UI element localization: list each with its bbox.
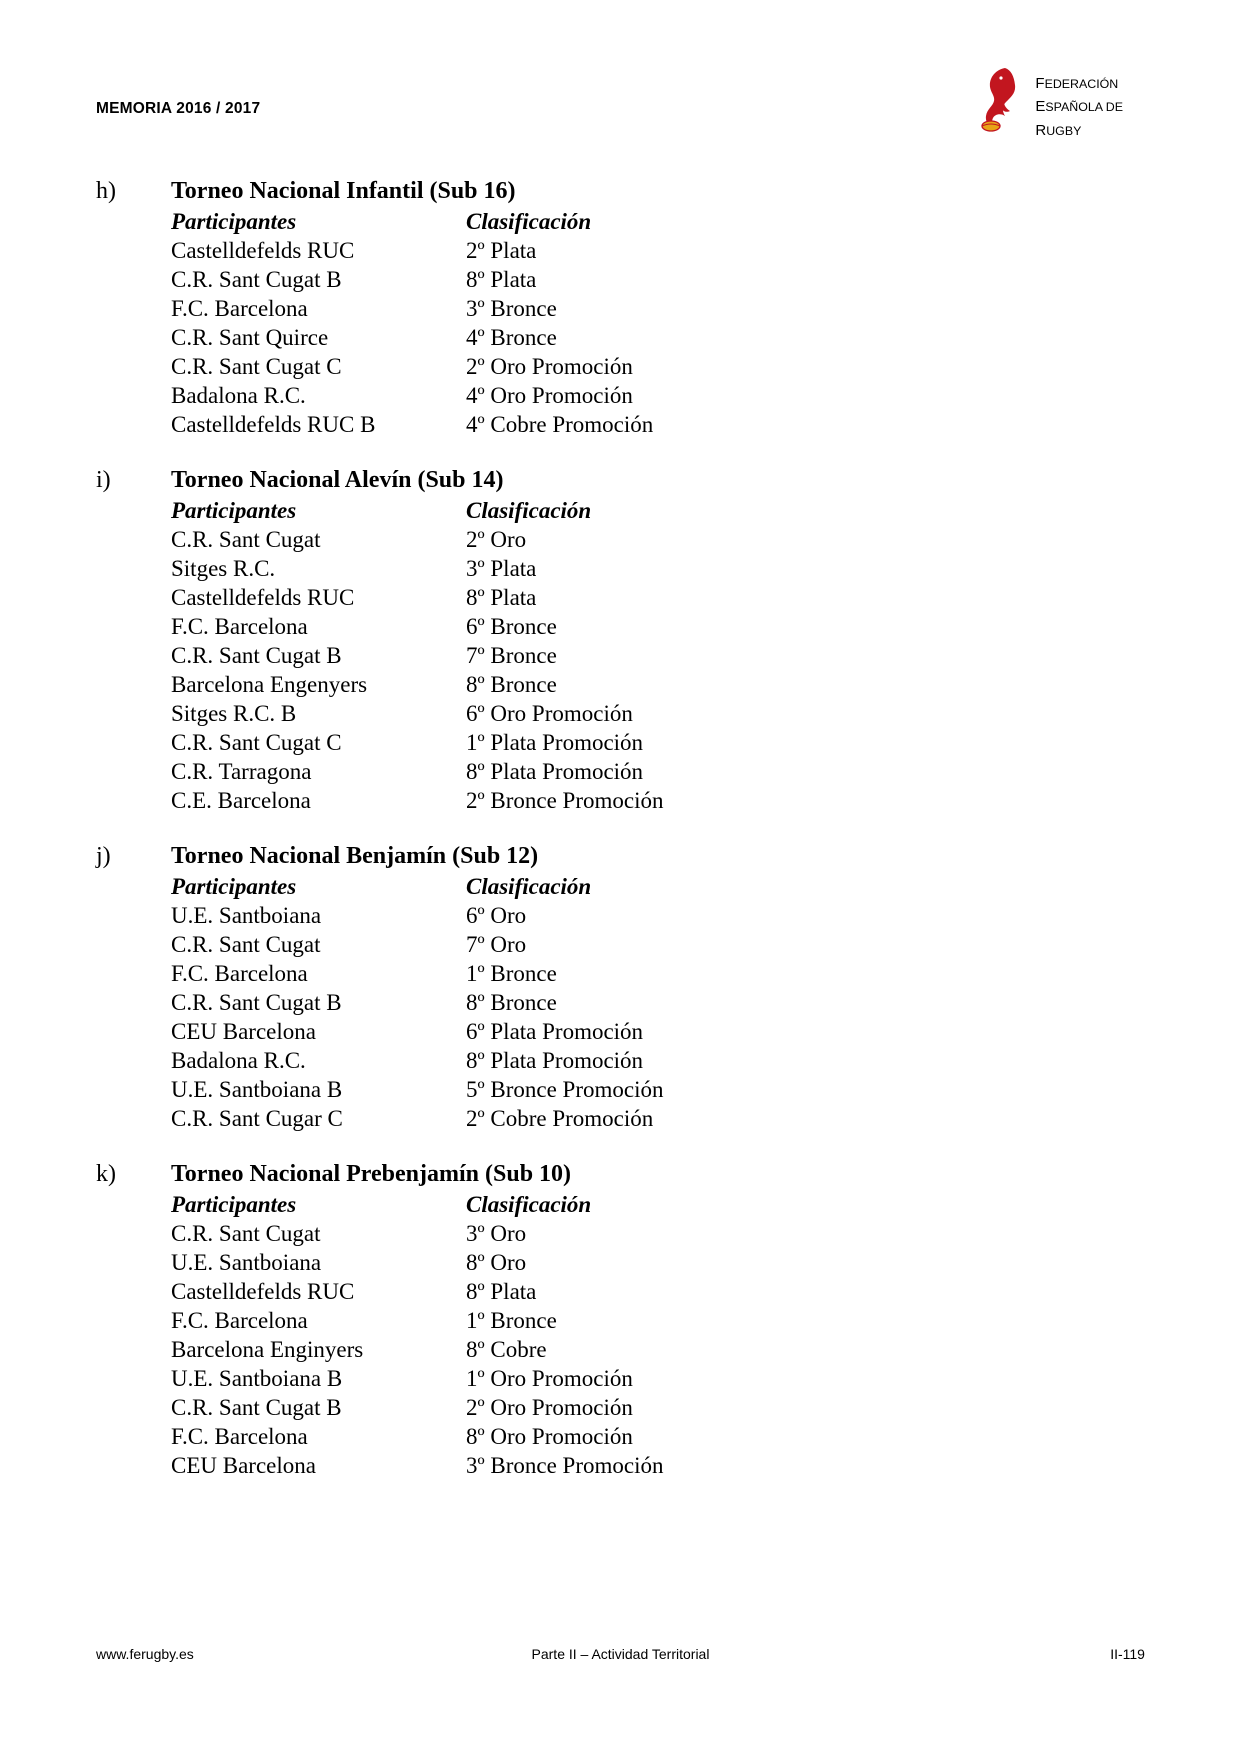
table-row — [171, 901, 1145, 930]
table-row — [171, 352, 1145, 381]
results-table — [171, 872, 1145, 1133]
table-row — [171, 1422, 1145, 1451]
results-table — [171, 1190, 1145, 1480]
section-heading — [96, 467, 1145, 494]
table-row — [171, 323, 1145, 352]
team-name: C.R. Sant Cugat B — [171, 643, 342, 668]
table-header-row — [171, 207, 1145, 236]
team-rank: 6º Plata Promoción — [466, 1019, 644, 1044]
team-rank: 6º Bronce — [466, 614, 557, 639]
table-row — [171, 410, 1145, 439]
team-name: Badalona R.C. — [171, 383, 306, 408]
section-letter: i) — [96, 467, 111, 493]
team-name: C.R. Sant Cugar C — [171, 1106, 343, 1131]
team-name: C.E. Barcelona — [171, 788, 311, 813]
table-row — [171, 1075, 1145, 1104]
table-row — [171, 670, 1145, 699]
team-name: C.R. Sant Cugat B — [171, 1395, 342, 1420]
team-rank: 2º Oro Promoción — [466, 354, 633, 379]
table-row — [171, 1277, 1145, 1306]
team-rank: 8º Plata Promoción — [466, 759, 644, 784]
section-letter: j) — [96, 843, 111, 869]
team-name: F.C. Barcelona — [171, 1424, 308, 1449]
federation-name — [1035, 66, 1123, 142]
table-row — [171, 1017, 1145, 1046]
team-rank: 2º Oro — [466, 527, 527, 552]
section-prebenjamin-sub10 — [96, 1161, 1145, 1480]
team-name: C.R. Tarragona — [171, 759, 312, 784]
team-name: F.C. Barcelona — [171, 296, 308, 321]
table-row — [171, 1248, 1145, 1277]
team-name: Castelldefelds RUC — [171, 238, 355, 263]
team-rank: 8º Bronce — [466, 990, 557, 1015]
team-rank: 2º Bronce Promoción — [466, 788, 664, 813]
column-header-classification: Clasificación — [466, 209, 592, 234]
table-row — [171, 728, 1145, 757]
section-title: Torneo Nacional Benjamín (Sub 12) — [171, 843, 539, 869]
team-rank: 4º Oro Promoción — [466, 383, 633, 408]
footer-page-number: II-119 — [1110, 1646, 1145, 1662]
team-name: C.R. Sant Cugat B — [171, 267, 342, 292]
section-title: Torneo Nacional Alevín (Sub 14) — [171, 467, 504, 493]
team-name: C.R. Sant Quirce — [171, 325, 329, 350]
team-rank: 1º Bronce — [466, 961, 557, 986]
team-name: CEU Barcelona — [171, 1019, 316, 1044]
table-header-row — [171, 496, 1145, 525]
team-rank: 8º Plata — [466, 585, 537, 610]
table-row — [171, 1393, 1145, 1422]
rugby-lion-logo-icon — [975, 66, 1023, 140]
page-header — [96, 75, 1145, 158]
team-name: F.C. Barcelona — [171, 961, 308, 986]
team-rank: 8º Cobre — [466, 1337, 547, 1362]
team-rank: 7º Oro — [466, 932, 527, 957]
table-row — [171, 641, 1145, 670]
team-name: Badalona R.C. — [171, 1048, 306, 1073]
team-name: F.C. Barcelona — [171, 614, 308, 639]
table-row — [171, 1104, 1145, 1133]
team-rank: 3º Plata — [466, 556, 537, 581]
team-name: C.R. Sant Cugat C — [171, 354, 342, 379]
table-row — [171, 959, 1145, 988]
section-letter: k) — [96, 1161, 116, 1187]
team-name: U.E. Santboiana — [171, 903, 322, 928]
table-row — [171, 1219, 1145, 1248]
team-rank: 6º Oro — [466, 903, 527, 928]
table-row — [171, 786, 1145, 815]
table-row — [171, 1364, 1145, 1393]
team-name: F.C. Barcelona — [171, 1308, 308, 1333]
team-rank: 1º Oro Promoción — [466, 1366, 633, 1391]
table-row — [171, 1046, 1145, 1075]
page-footer — [96, 1646, 1145, 1662]
table-row — [171, 699, 1145, 728]
team-rank: 8º Bronce — [466, 672, 557, 697]
table-row — [171, 988, 1145, 1017]
team-name: Barcelona Engenyers — [171, 672, 368, 697]
results-table — [171, 496, 1145, 815]
team-rank: 1º Plata Promoción — [466, 730, 644, 755]
team-rank: 7º Bronce — [466, 643, 557, 668]
table-row — [171, 612, 1145, 641]
table-row — [171, 583, 1145, 612]
team-rank: 3º Bronce — [466, 296, 557, 321]
column-header-participants: Participantes — [171, 498, 297, 523]
team-name: C.R. Sant Cugat C — [171, 730, 342, 755]
section-title: Torneo Nacional Prebenjamín (Sub 10) — [171, 1161, 572, 1187]
section-benjamin-sub12 — [96, 843, 1145, 1133]
team-rank: 8º Plata — [466, 267, 537, 292]
team-name: C.R. Sant Cugat B — [171, 990, 342, 1015]
memoria-label: MEMORIA 2016 / 2017 — [96, 100, 261, 117]
team-rank: 6º Oro Promoción — [466, 701, 633, 726]
team-rank: 4º Cobre Promoción — [466, 412, 654, 437]
section-infantil-sub16 — [96, 178, 1145, 439]
team-rank: 8º Plata — [466, 1279, 537, 1304]
team-name: U.E. Santboiana — [171, 1250, 322, 1275]
team-rank: 2º Plata — [466, 238, 537, 263]
federation-name-line3: RUGBY — [1035, 121, 1082, 139]
team-rank: 8º Oro — [466, 1250, 527, 1275]
table-row — [171, 930, 1145, 959]
team-rank: 2º Cobre Promoción — [466, 1106, 654, 1131]
federation-name-line1: FEDERACIÓN — [1035, 75, 1119, 92]
table-row — [171, 381, 1145, 410]
federation-name-line2: ESPAÑOLA DE — [1035, 98, 1123, 116]
column-header-classification: Clasificación — [466, 498, 592, 523]
team-name: Castelldefelds RUC — [171, 1279, 355, 1304]
team-name: Castelldefelds RUC — [171, 585, 355, 610]
results-table — [171, 207, 1145, 439]
table-row — [171, 265, 1145, 294]
team-rank: 4º Bronce — [466, 325, 557, 350]
table-row — [171, 1306, 1145, 1335]
team-rank: 2º Oro Promoción — [466, 1395, 633, 1420]
page-content — [96, 178, 1145, 1508]
team-name: C.R. Sant Cugat — [171, 1221, 321, 1246]
section-letter: h) — [96, 178, 116, 204]
team-name: Sitges R.C. — [171, 556, 276, 581]
footer-website: www.ferugby.es — [96, 1646, 194, 1662]
table-row — [171, 554, 1145, 583]
column-header-participants: Participantes — [171, 209, 297, 234]
column-header-classification: Clasificación — [466, 1192, 592, 1217]
team-name: U.E. Santboiana B — [171, 1366, 343, 1391]
team-name: C.R. Sant Cugat — [171, 932, 321, 957]
column-header-participants: Participantes — [171, 1192, 297, 1217]
team-rank: 1º Bronce — [466, 1308, 557, 1333]
section-title: Torneo Nacional Infantil (Sub 16) — [171, 178, 516, 204]
team-rank: 5º Bronce Promoción — [466, 1077, 664, 1102]
table-row — [171, 294, 1145, 323]
table-row — [171, 1451, 1145, 1480]
section-alevin-sub14 — [96, 467, 1145, 815]
table-row — [171, 525, 1145, 554]
section-heading — [96, 178, 1145, 205]
team-name: Sitges R.C. B — [171, 701, 297, 726]
table-header-row — [171, 872, 1145, 901]
team-rank: 8º Oro Promoción — [466, 1424, 633, 1449]
team-rank: 3º Oro — [466, 1221, 527, 1246]
footer-part: Parte II – Actividad Territorial — [531, 1646, 710, 1662]
team-name: CEU Barcelona — [171, 1453, 316, 1478]
federation-logo-block — [975, 66, 1123, 142]
table-header-row — [171, 1190, 1145, 1219]
section-heading — [96, 843, 1145, 870]
team-rank: 8º Plata Promoción — [466, 1048, 644, 1073]
team-name: U.E. Santboiana B — [171, 1077, 343, 1102]
table-row — [171, 757, 1145, 786]
table-row — [171, 1335, 1145, 1364]
team-name: Castelldefelds RUC B — [171, 412, 376, 437]
column-header-participants: Participantes — [171, 874, 297, 899]
team-name: C.R. Sant Cugat — [171, 527, 321, 552]
column-header-classification: Clasificación — [466, 874, 592, 899]
team-name: Barcelona Enginyers — [171, 1337, 364, 1362]
table-row — [171, 236, 1145, 265]
team-rank: 3º Bronce Promoción — [466, 1453, 664, 1478]
section-heading — [96, 1161, 1145, 1188]
